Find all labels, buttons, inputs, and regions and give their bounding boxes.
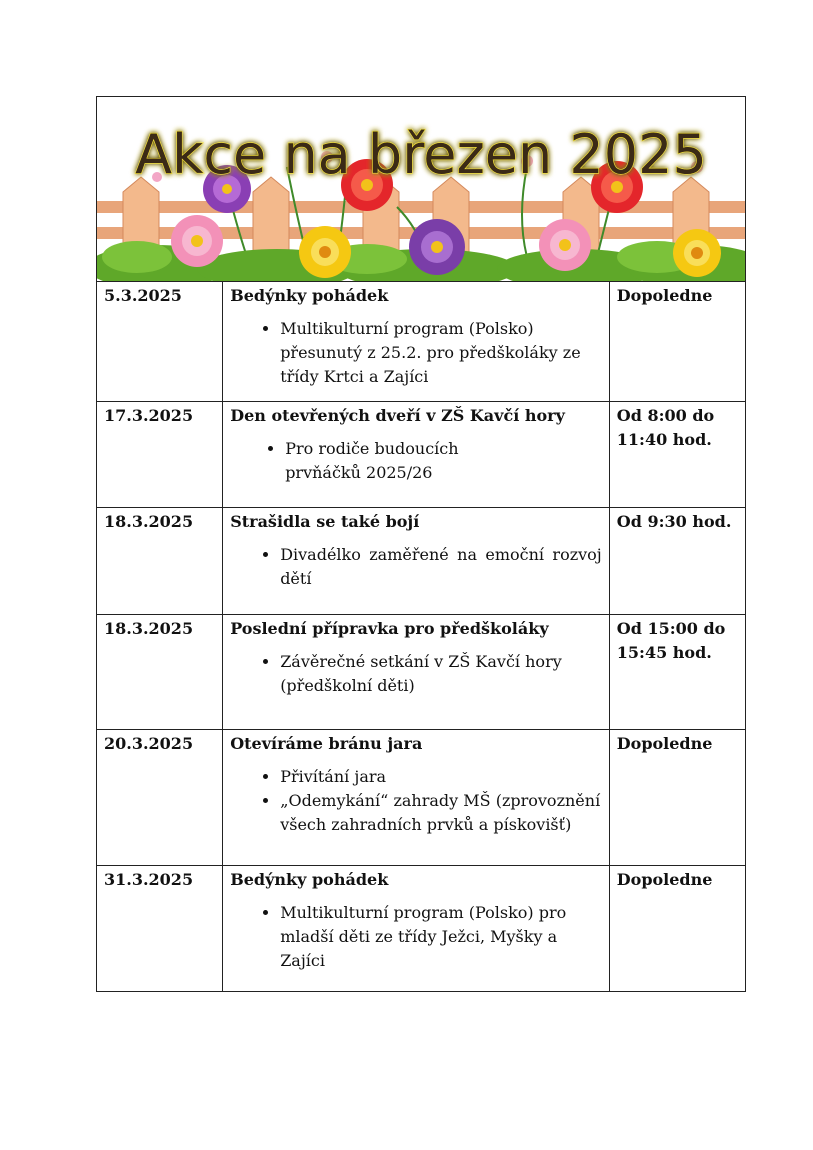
list-item: • Multikulturní program (Polsko) přesunutý z 25.2. pro předškoláky ze třídy Krtci a Zajíci (280, 317, 602, 389)
event-time: Dopoledne (609, 866, 745, 992)
table-row (97, 730, 746, 866)
table-row (97, 866, 746, 992)
event-title: Otevíráme bránu jara (230, 734, 423, 753)
event-time: Od 15:00 do 15:45 hod. (609, 615, 745, 730)
event-time: Dopoledne (609, 730, 745, 866)
garden-banner-image (97, 97, 745, 281)
event-date: 17.3.2025 (97, 402, 223, 508)
event-items (230, 650, 602, 698)
event-date: 31.3.2025 (97, 866, 223, 992)
event-items (230, 437, 602, 485)
list-item: • Multikulturní program (Polsko) pro mladší děti ze třídy Ježci, Myšky a Zajíci (280, 901, 602, 973)
event-description (223, 730, 610, 866)
event-date: 5.3.2025 (97, 282, 223, 402)
list-item: • Přivítání jara (280, 765, 602, 789)
event-title: Bedýnky pohádek (230, 870, 389, 889)
event-time: Od 8:00 do 11:40 hod. (609, 402, 745, 508)
events-table (96, 96, 746, 992)
event-title: Bedýnky pohádek (230, 286, 389, 305)
event-date: 20.3.2025 (97, 730, 223, 866)
table-row (97, 402, 746, 508)
event-description (223, 615, 610, 730)
event-title: Den otevřených dveří v ZŠ Kavčí hory (230, 406, 565, 425)
event-description (223, 508, 610, 615)
event-description (223, 282, 610, 402)
event-time: Dopoledne (609, 282, 745, 402)
table-row (97, 615, 746, 730)
banner-title: Akce na březen 2025 (135, 123, 707, 186)
event-date: 18.3.2025 (97, 508, 223, 615)
list-item: • Divadélko zaměřené na emoční rozvoj dětí (280, 543, 602, 591)
event-title: Poslední přípravka pro předškoláky (230, 619, 549, 638)
event-items (230, 765, 602, 837)
event-items (230, 317, 602, 389)
event-date: 18.3.2025 (97, 615, 223, 730)
table-row (97, 508, 746, 615)
event-title: Strašidla se také bojí (230, 512, 420, 531)
event-description (223, 402, 610, 508)
list-item: • Závěrečné setkání v ZŠ Kavčí hory (předškolní děti) (280, 650, 602, 698)
list-item: • „Odemykání“ zahrady MŠ (zprovoznění všech zahradních prvků a pískovišť) (280, 789, 602, 837)
event-items (230, 543, 602, 591)
event-items (230, 901, 602, 973)
event-time: Od 9:30 hod. (609, 508, 745, 615)
event-description (223, 866, 610, 992)
banner-cell (97, 97, 746, 282)
table-row (97, 282, 746, 402)
list-item: • Pro rodiče budoucích prvňáčků 2025/26 (285, 437, 482, 485)
